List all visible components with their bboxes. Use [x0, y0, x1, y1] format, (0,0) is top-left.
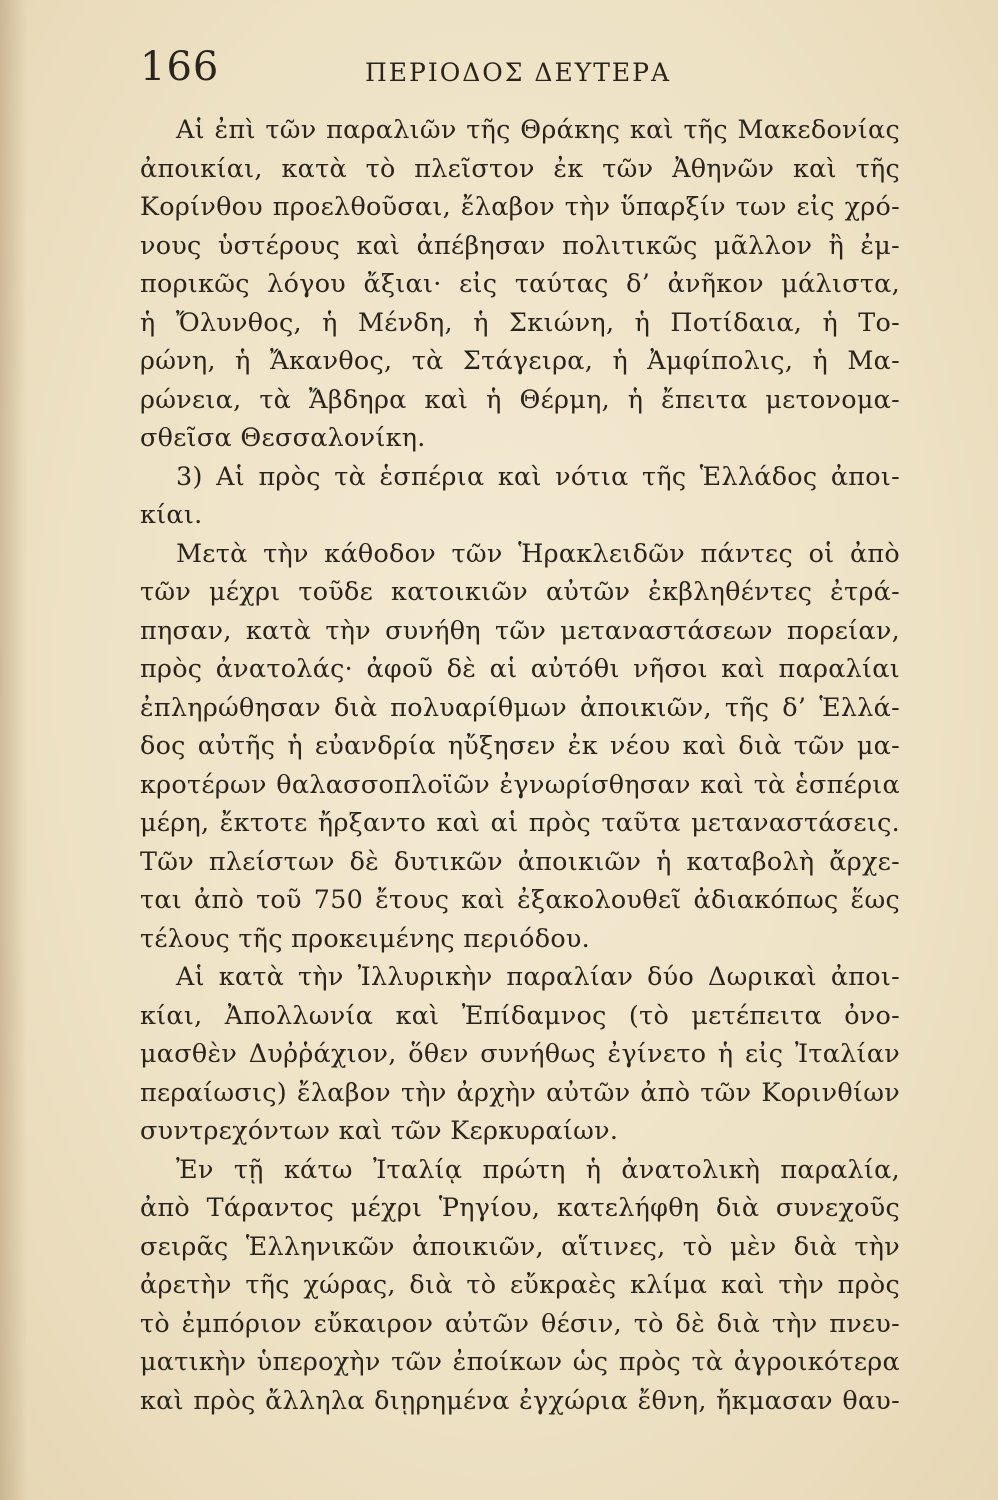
text-line: πορικῶς λόγου ἄξιαι· εἰς ταύτας δ’ ἀνῆκον μάλιστα,	[140, 268, 900, 298]
text-line: κίαι, Ἀπολλωνία καὶ Ἐπίδαμνος (τὸ μετέπειτα ὀνο-	[140, 999, 900, 1030]
text-line: Μετὰ τὴν κάθοδον τῶν Ἡρακλειδῶν πάντες οἱ ἀπὸ	[176, 537, 900, 568]
text-line: ται ἀπὸ τοῦ 750 ἔτους καὶ ἐξακολουθεῖ ἀδιακόπως ἕως	[140, 884, 900, 914]
text-line: κροτέρων θαλασσοπλοϊῶν ἐγνωρίσθησαν καὶ τὰ ἑσπέρια	[140, 768, 900, 799]
text-line: ἐπληρώθησαν διὰ πολυαρίθμων ἀποικιῶν, τῆς δ’ Ἑλλά-	[140, 691, 900, 722]
text-line: συντρεχόντων καὶ τῶν Κερκυραίων.	[140, 1115, 619, 1145]
running-title: ΠΕΡΙΟΔΟΣ ΔΕΥΤΕΡΑ	[365, 58, 672, 87]
page-number: 166	[140, 44, 220, 90]
text-line: ἀρετὴν τῆς χώρας, διὰ τὸ εὔκραὲς κλίμα καὶ τὴν πρὸς	[140, 1269, 900, 1299]
text-line: μασθὲν Δυῤῥάχιον, ὅθεν συνήθως ἐγίνετο ἡ εἰς Ἰταλίαν	[140, 1038, 900, 1068]
text-line: Αἱ κατὰ τὴν Ἰλλυρικὴν παραλίαν δύο Δωρικαὶ ἀποι-	[176, 961, 900, 991]
text-line: τὸ ἐμπόριον εὔκαιρον αὐτῶν θέσιν, τὸ δὲ διὰ τὴν πνευ-	[140, 1307, 900, 1338]
section-heading-end: κίαι.	[140, 499, 203, 529]
gutter-shadow	[0, 0, 28, 1500]
text-line: πησαν, κατὰ τὴν συνήθη τῶν μεταναστάσεων πορείαν,	[140, 614, 900, 645]
text-line: ἀπὸ Τάραντος μέχρι Ῥηγίου, κατελήφθη διὰ συνεχοῦς	[140, 1192, 900, 1222]
text-line: περαίωσις) ἔλαβον τὴν ἀρχὴν αὐτῶν ἀπὸ τῶν Κορινθίων	[140, 1076, 900, 1107]
section-heading: 3) Αἱ πρὸς τὰ ἑσπέρια καὶ νότια τῆς Ἑλλάδος ἀποι-	[176, 460, 900, 491]
text-line: ἀποικίαι, κατὰ τὸ πλεῖστον ἐκ τῶν Ἀθηνῶν καὶ τῆς	[140, 152, 900, 183]
text-line: νους ὑστέρους καὶ ἀπέβησαν πολιτικῶς μᾶλλον ἢ ἐμ-	[140, 229, 900, 260]
text-line: δος αὐτῆς ἡ εὐανδρία ηὔξησεν ἐκ νέου καὶ διὰ τῶν μα-	[140, 730, 900, 760]
text-line: σειρᾶς Ἑλληνικῶν ἀποικιῶν, αἵτινες, τὸ μὲν διὰ τὴν	[140, 1230, 900, 1261]
text-line: ματικὴν ὑπεροχὴν τῶν ἐποίκων ὡς πρὸς τὰ ἀγροικότερα	[140, 1346, 900, 1376]
text-line: καὶ πρὸς ἄλληλα διῃρημένα ἐγχώρια ἔθνη, ἤκμασαν θαυ-	[140, 1384, 900, 1415]
page-header	[140, 44, 900, 104]
text-line: Ἐν τῇ κάτω Ἰταλίᾳ πρώτη ἡ ἀνατολικὴ παραλία,	[176, 1153, 900, 1184]
text-line: Κορίνθου προελθοῦσαι, ἔλαβον τὴν ὕπαρξίν των εἰς χρό-	[140, 191, 900, 221]
body-text	[140, 110, 900, 1419]
text-line: ρώνεια, τὰ Ἄβδηρα καὶ ἡ Θέρμη, ἡ ἔπειτα μετονομα-	[140, 383, 900, 414]
text-line: Αἱ ἐπὶ τῶν παραλιῶν τῆς Θράκης καὶ τῆς Μακεδονίας	[176, 114, 900, 144]
text-line: Τῶν πλείστων δὲ δυτικῶν ἀποικιῶν ἡ καταβολὴ ἄρχε-	[140, 845, 900, 876]
text-line: τῶν μέχρι τοῦδε κατοικιῶν αὐτῶν ἐκβληθέντες ἐτρά-	[140, 576, 900, 606]
text-line: σθεῖσα Θεσσαλονίκη.	[140, 422, 426, 452]
text-line: ἡ Ὄλυνθος, ἡ Μένδη, ἡ Σκιώνη, ἡ Ποτίδαια, ἡ Το-	[140, 306, 900, 337]
text-line: πρὸς ἀνατολάς· ἀφοῦ δὲ αἱ αὐτόθι νῆσοι καὶ παραλίαι	[140, 653, 900, 683]
text-line: τέλους τῆς προκειμένης περιόδου.	[140, 922, 591, 953]
text-line: ρώνη, ἡ Ἄκανθος, τὰ Στάγειρα, ἡ Ἀμφίπολις, ἡ Μα-	[140, 345, 900, 375]
text-line: μέρη, ἔκτοτε ἤρξαντο καὶ αἱ πρὸς ταῦτα μεταναστάσεις.	[140, 807, 900, 837]
